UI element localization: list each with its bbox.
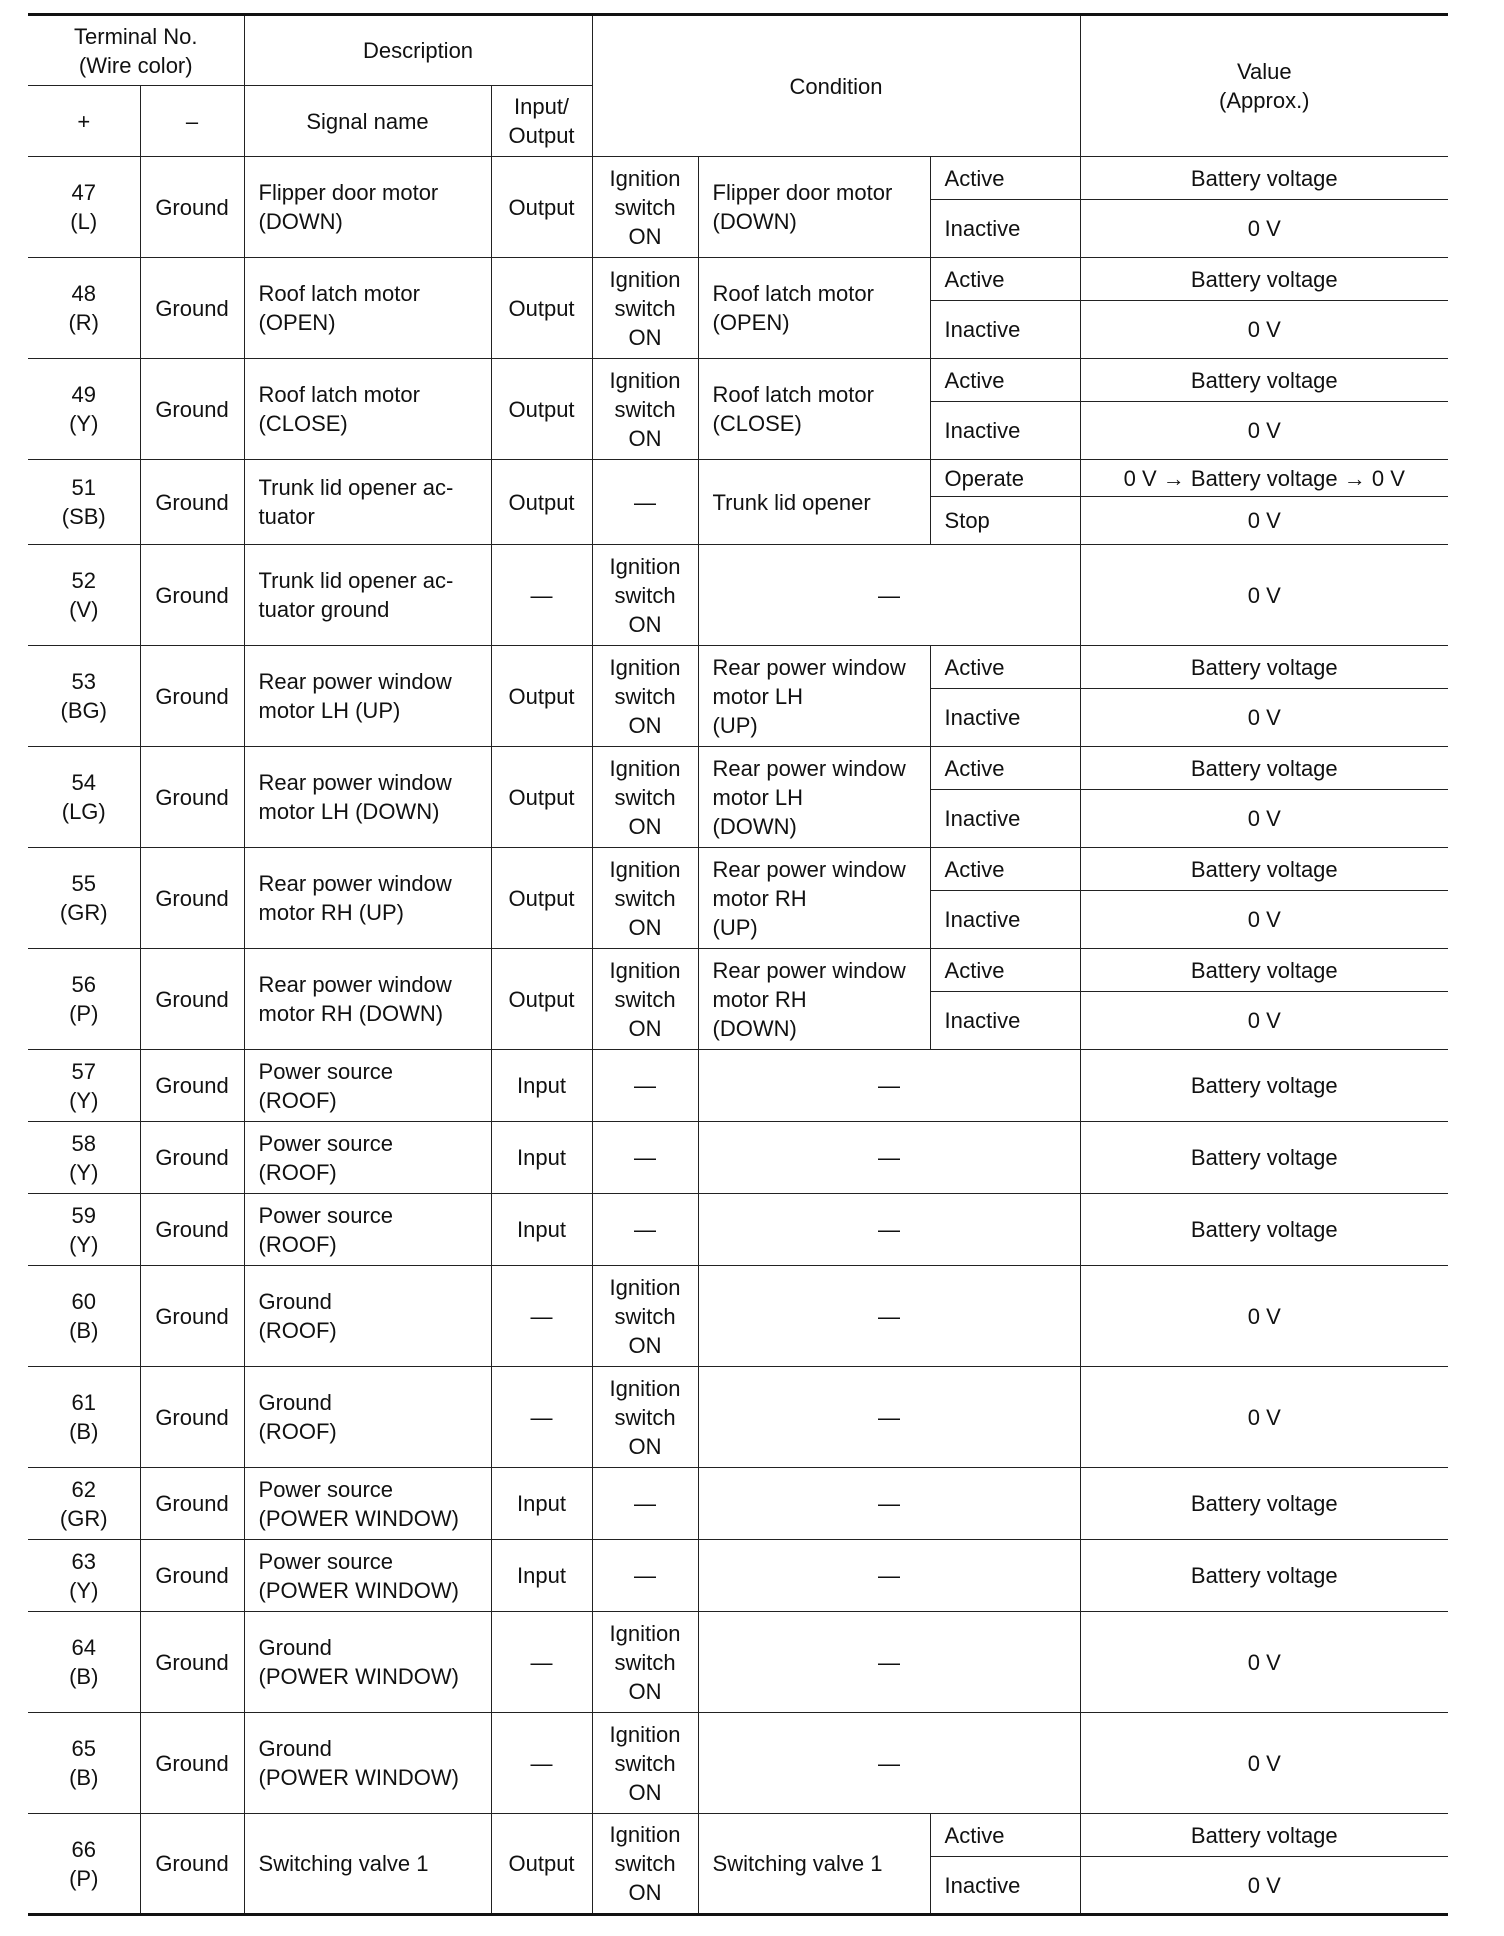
table-row bbox=[28, 258, 1448, 301]
header-terminal: Terminal No. (Wire color) bbox=[28, 15, 244, 86]
value-cell: Battery voltage bbox=[1080, 646, 1448, 689]
terminal-number: 51 (SB) bbox=[28, 460, 140, 545]
input-output: Input bbox=[491, 1050, 592, 1122]
value-cell: 0 V bbox=[1080, 1713, 1448, 1814]
table-row bbox=[28, 1540, 1448, 1612]
terminal-number: 52 (V) bbox=[28, 545, 140, 646]
table-row bbox=[28, 1468, 1448, 1540]
input-output: Output bbox=[491, 747, 592, 848]
condition-state: Active bbox=[930, 848, 1080, 891]
value-cell: Battery voltage bbox=[1080, 1468, 1448, 1540]
header-description: Description bbox=[244, 15, 592, 86]
condition-switch: — bbox=[592, 460, 698, 545]
value-cell: 0 V bbox=[1080, 402, 1448, 460]
signal-name: Ground (ROOF) bbox=[244, 1367, 491, 1468]
value-cell: 0 V bbox=[1080, 1367, 1448, 1468]
condition-switch: Ignition switch ON bbox=[592, 545, 698, 646]
condition-detail: — bbox=[698, 545, 1080, 646]
signal-name: Power source (ROOF) bbox=[244, 1194, 491, 1266]
table-row bbox=[28, 949, 1448, 992]
minus-terminal: Ground bbox=[140, 1122, 244, 1194]
condition-detail: — bbox=[698, 1540, 1080, 1612]
input-output: Output bbox=[491, 359, 592, 460]
condition-switch: — bbox=[592, 1122, 698, 1194]
condition-detail: Roof latch motor (OPEN) bbox=[698, 258, 930, 359]
condition-state: Inactive bbox=[930, 790, 1080, 848]
input-output: Input bbox=[491, 1468, 592, 1540]
table-row bbox=[28, 1612, 1448, 1713]
value-cell: 0 V bbox=[1080, 1612, 1448, 1713]
terminal-number: 57 (Y) bbox=[28, 1050, 140, 1122]
terminal-number: 47 (L) bbox=[28, 157, 140, 258]
condition-switch: Ignition switch ON bbox=[592, 258, 698, 359]
input-output: Output bbox=[491, 258, 592, 359]
value-cell: Battery voltage bbox=[1080, 258, 1448, 301]
signal-name: Power source (ROOF) bbox=[244, 1122, 491, 1194]
table-row bbox=[28, 646, 1448, 689]
minus-terminal: Ground bbox=[140, 460, 244, 545]
terminal-number: 62 (GR) bbox=[28, 1468, 140, 1540]
condition-state: Stop bbox=[930, 497, 1080, 545]
value-cell: 0 V bbox=[1080, 200, 1448, 258]
condition-detail: Rear power window motor RH (DOWN) bbox=[698, 949, 930, 1050]
terminal-number: 60 (B) bbox=[28, 1266, 140, 1367]
table-row bbox=[28, 1050, 1448, 1122]
condition-detail: — bbox=[698, 1713, 1080, 1814]
signal-name: Rear power window motor RH (UP) bbox=[244, 848, 491, 949]
condition-state: Active bbox=[930, 949, 1080, 992]
input-output: Output bbox=[491, 848, 592, 949]
condition-state: Active bbox=[930, 747, 1080, 790]
condition-switch: Ignition switch ON bbox=[592, 747, 698, 848]
minus-terminal: Ground bbox=[140, 747, 244, 848]
value-cell: Battery voltage bbox=[1080, 157, 1448, 200]
input-output: Output bbox=[491, 157, 592, 258]
terminal-table-page bbox=[28, 13, 1448, 1916]
minus-terminal: Ground bbox=[140, 848, 244, 949]
signal-name: Flipper door motor (DOWN) bbox=[244, 157, 491, 258]
header-condition: Condition bbox=[592, 15, 1080, 157]
table-row bbox=[28, 359, 1448, 402]
signal-name: Switching valve 1 bbox=[244, 1814, 491, 1915]
table-row bbox=[28, 157, 1448, 200]
input-output: Output bbox=[491, 1814, 592, 1915]
header-plus: + bbox=[28, 86, 140, 157]
minus-terminal: Ground bbox=[140, 1050, 244, 1122]
table-row bbox=[28, 1122, 1448, 1194]
condition-detail: Rear power window motor LH (UP) bbox=[698, 646, 930, 747]
minus-terminal: Ground bbox=[140, 1194, 244, 1266]
value-cell: Battery voltage bbox=[1080, 359, 1448, 402]
signal-name: Ground (POWER WINDOW) bbox=[244, 1612, 491, 1713]
table-row bbox=[28, 460, 1448, 497]
value-cell: Battery voltage bbox=[1080, 1194, 1448, 1266]
input-output: Output bbox=[491, 949, 592, 1050]
condition-detail: Switching valve 1 bbox=[698, 1814, 930, 1915]
minus-terminal: Ground bbox=[140, 1367, 244, 1468]
table-row bbox=[28, 1814, 1448, 1857]
condition-switch: — bbox=[592, 1050, 698, 1122]
condition-detail: — bbox=[698, 1194, 1080, 1266]
table-row bbox=[28, 1266, 1448, 1367]
value-cell: 0 V bbox=[1080, 992, 1448, 1050]
minus-terminal: Ground bbox=[140, 1266, 244, 1367]
terminal-number: 63 (Y) bbox=[28, 1540, 140, 1612]
signal-name: Rear power window motor RH (DOWN) bbox=[244, 949, 491, 1050]
condition-state: Inactive bbox=[930, 301, 1080, 359]
signal-name: Roof latch motor (OPEN) bbox=[244, 258, 491, 359]
input-output: — bbox=[491, 1713, 592, 1814]
minus-terminal: Ground bbox=[140, 1540, 244, 1612]
condition-switch: Ignition switch ON bbox=[592, 1612, 698, 1713]
value-cell: Battery voltage bbox=[1080, 747, 1448, 790]
terminal-number: 48 (R) bbox=[28, 258, 140, 359]
condition-state: Active bbox=[930, 1814, 1080, 1857]
condition-switch: — bbox=[592, 1468, 698, 1540]
input-output: Output bbox=[491, 646, 592, 747]
condition-state: Inactive bbox=[930, 402, 1080, 460]
condition-state: Inactive bbox=[930, 1857, 1080, 1915]
signal-name: Ground (ROOF) bbox=[244, 1266, 491, 1367]
condition-switch: Ignition switch ON bbox=[592, 359, 698, 460]
minus-terminal: Ground bbox=[140, 949, 244, 1050]
minus-terminal: Ground bbox=[140, 1713, 244, 1814]
value-cell: 0 V bbox=[1080, 1857, 1448, 1915]
condition-detail: — bbox=[698, 1266, 1080, 1367]
input-output: — bbox=[491, 545, 592, 646]
minus-terminal: Ground bbox=[140, 1468, 244, 1540]
condition-switch: Ignition switch ON bbox=[592, 157, 698, 258]
condition-state: Operate bbox=[930, 460, 1080, 497]
signal-name: Ground (POWER WINDOW) bbox=[244, 1713, 491, 1814]
terminal-number: 54 (LG) bbox=[28, 747, 140, 848]
signal-name: Rear power window motor LH (DOWN) bbox=[244, 747, 491, 848]
minus-terminal: Ground bbox=[140, 1814, 244, 1915]
terminal-number: 65 (B) bbox=[28, 1713, 140, 1814]
condition-switch: Ignition switch ON bbox=[592, 1814, 698, 1915]
terminal-number: 61 (B) bbox=[28, 1367, 140, 1468]
terminal-number: 53 (BG) bbox=[28, 646, 140, 747]
minus-terminal: Ground bbox=[140, 359, 244, 460]
signal-name: Power source (POWER WINDOW) bbox=[244, 1468, 491, 1540]
table-row bbox=[28, 1194, 1448, 1266]
condition-detail: Rear power window motor RH (UP) bbox=[698, 848, 930, 949]
condition-state: Inactive bbox=[930, 689, 1080, 747]
condition-detail: Flipper door motor (DOWN) bbox=[698, 157, 930, 258]
value-cell: Battery voltage bbox=[1080, 1050, 1448, 1122]
value-cell: 0 V → Battery voltage → 0 V bbox=[1080, 460, 1448, 497]
value-cell: Battery voltage bbox=[1080, 1122, 1448, 1194]
signal-name: Trunk lid opener ac- tuator ground bbox=[244, 545, 491, 646]
input-output: Input bbox=[491, 1194, 592, 1266]
input-output: Input bbox=[491, 1540, 592, 1612]
condition-state: Inactive bbox=[930, 891, 1080, 949]
terminal-number: 59 (Y) bbox=[28, 1194, 140, 1266]
condition-switch: Ignition switch ON bbox=[592, 949, 698, 1050]
minus-terminal: Ground bbox=[140, 1612, 244, 1713]
condition-state: Active bbox=[930, 157, 1080, 200]
condition-detail: — bbox=[698, 1122, 1080, 1194]
signal-name: Rear power window motor LH (UP) bbox=[244, 646, 491, 747]
value-cell: 0 V bbox=[1080, 1266, 1448, 1367]
condition-detail: — bbox=[698, 1367, 1080, 1468]
input-output: — bbox=[491, 1612, 592, 1713]
terminal-number: 58 (Y) bbox=[28, 1122, 140, 1194]
value-cell: 0 V bbox=[1080, 790, 1448, 848]
input-output: — bbox=[491, 1266, 592, 1367]
table-row bbox=[28, 545, 1448, 646]
value-cell: 0 V bbox=[1080, 689, 1448, 747]
terminal-number: 49 (Y) bbox=[28, 359, 140, 460]
condition-state: Active bbox=[930, 359, 1080, 402]
input-output: Output bbox=[491, 460, 592, 545]
condition-detail: — bbox=[698, 1050, 1080, 1122]
table-row bbox=[28, 747, 1448, 790]
condition-switch: Ignition switch ON bbox=[592, 1367, 698, 1468]
minus-terminal: Ground bbox=[140, 258, 244, 359]
condition-switch: — bbox=[592, 1194, 698, 1266]
header-input-output: Input/ Output bbox=[491, 86, 592, 157]
value-cell: Battery voltage bbox=[1080, 949, 1448, 992]
condition-state: Inactive bbox=[930, 200, 1080, 258]
header-value: Value (Approx.) bbox=[1080, 15, 1448, 157]
condition-detail: — bbox=[698, 1468, 1080, 1540]
input-output: — bbox=[491, 1367, 592, 1468]
condition-switch: Ignition switch ON bbox=[592, 646, 698, 747]
terminal-number: 56 (P) bbox=[28, 949, 140, 1050]
header-minus: – bbox=[140, 86, 244, 157]
condition-detail: Roof latch motor (CLOSE) bbox=[698, 359, 930, 460]
terminal-number: 66 (P) bbox=[28, 1814, 140, 1915]
condition-detail: Rear power window motor LH (DOWN) bbox=[698, 747, 930, 848]
condition-switch: — bbox=[592, 1540, 698, 1612]
table-row bbox=[28, 848, 1448, 891]
condition-state: Active bbox=[930, 258, 1080, 301]
terminal-number: 64 (B) bbox=[28, 1612, 140, 1713]
condition-detail: Trunk lid opener bbox=[698, 460, 930, 545]
header-signal-name: Signal name bbox=[244, 86, 491, 157]
input-output: Input bbox=[491, 1122, 592, 1194]
minus-terminal: Ground bbox=[140, 157, 244, 258]
signal-name: Trunk lid opener ac- tuator bbox=[244, 460, 491, 545]
value-cell: 0 V bbox=[1080, 301, 1448, 359]
table-row bbox=[28, 1367, 1448, 1468]
value-cell: 0 V bbox=[1080, 545, 1448, 646]
condition-switch: Ignition switch ON bbox=[592, 848, 698, 949]
minus-terminal: Ground bbox=[140, 545, 244, 646]
value-cell: 0 V bbox=[1080, 497, 1448, 545]
condition-state: Inactive bbox=[930, 992, 1080, 1050]
table-row bbox=[28, 1713, 1448, 1814]
condition-switch: Ignition switch ON bbox=[592, 1713, 698, 1814]
value-cell: 0 V bbox=[1080, 891, 1448, 949]
terminal-table bbox=[28, 13, 1448, 1916]
signal-name: Roof latch motor (CLOSE) bbox=[244, 359, 491, 460]
signal-name: Power source (POWER WINDOW) bbox=[244, 1540, 491, 1612]
value-cell: Battery voltage bbox=[1080, 1814, 1448, 1857]
value-cell: Battery voltage bbox=[1080, 848, 1448, 891]
value-cell: Battery voltage bbox=[1080, 1540, 1448, 1612]
signal-name: Power source (ROOF) bbox=[244, 1050, 491, 1122]
condition-switch: Ignition switch ON bbox=[592, 1266, 698, 1367]
minus-terminal: Ground bbox=[140, 646, 244, 747]
terminal-number: 55 (GR) bbox=[28, 848, 140, 949]
condition-detail: — bbox=[698, 1612, 1080, 1713]
condition-state: Active bbox=[930, 646, 1080, 689]
